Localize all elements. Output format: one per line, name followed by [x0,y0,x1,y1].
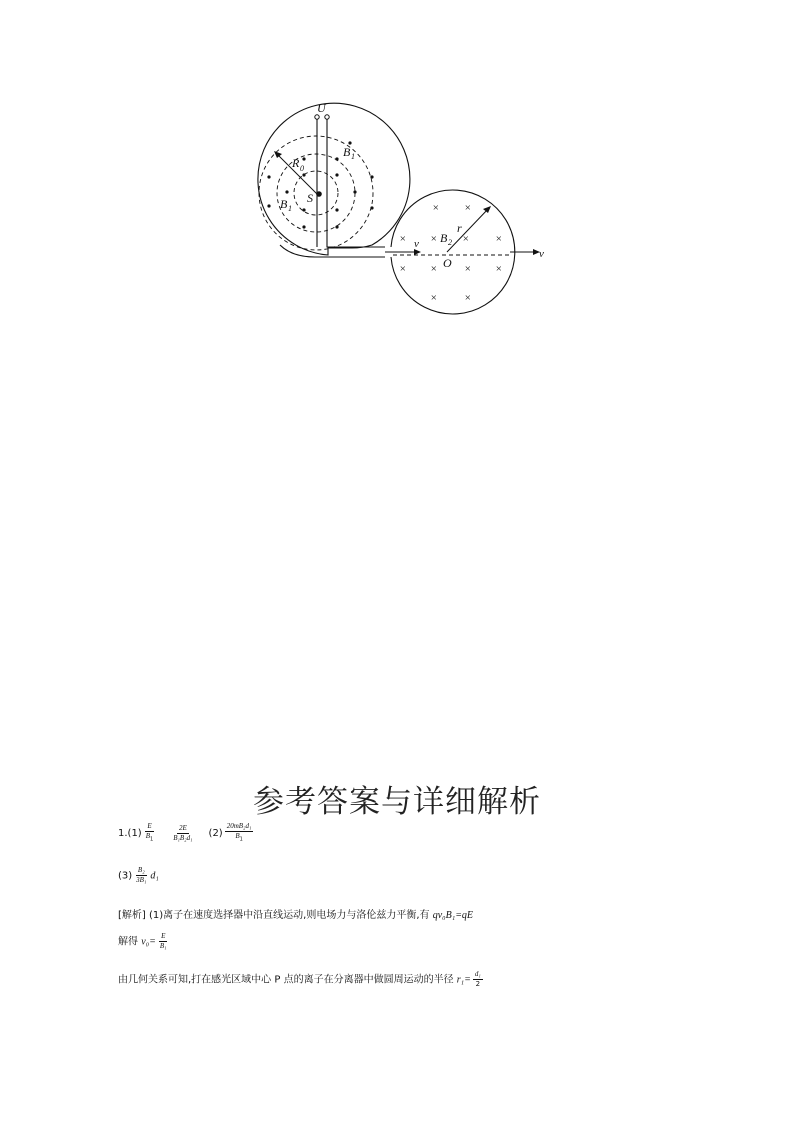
label-b1-left-sub: 1 [288,204,292,213]
answer2-fraction: $\frac{\text{B₂}}{\text{3B₁}}$ [136,866,147,884]
answer2-part3: (3) [118,870,133,882]
analysis2-prefix: 解得 [118,936,142,948]
label-b2: B [440,231,448,245]
answer1-part2: (2) [208,828,223,840]
physics-diagram [240,95,560,325]
label-r: r [457,221,462,235]
label-u: U [317,101,326,115]
svg-text:×: × [462,233,470,245]
svg-text:×: × [495,233,503,245]
radius-r-arrowhead [483,206,491,213]
answer1-prefix: 1.(1) [118,828,142,840]
svg-text:×: × [432,202,440,214]
analysis3-lhs: r₁= [456,974,471,986]
answer1-fraction-1: $\frac{E}{B_1}$ [145,822,154,843]
section-title: 参考答案与详细解析 [253,784,541,820]
answer-line-1 [118,822,255,844]
svg-text:×: × [430,233,438,245]
svg-text:×: × [430,292,438,304]
svg-text:×: × [464,263,472,275]
label-v-mid: v [414,238,419,250]
analysis1-formula: qv₀B₁=qE [432,910,474,921]
analysis-line-3 [118,970,485,989]
analysis3-fraction: $\frac{\text{d₁}}{2}$ [474,970,481,988]
label-r0-sub: 0 [300,164,304,173]
answer-line-2 [118,866,159,885]
radius-r-line [447,208,489,252]
terminal-left [315,115,319,119]
source-s-dot [316,191,322,197]
label-b1-left: B [280,197,288,211]
answer1-fraction-2: $\frac{2E}{\text{B₁B₂d₁}}$ [173,823,193,842]
analysis2-lhs: v₀= [141,936,156,948]
svg-text:×: × [464,292,472,304]
svg-text:×: × [399,233,407,245]
analysis-line-2 [118,932,171,951]
svg-text:×: × [430,263,438,275]
radius-r0-arrowhead [274,151,282,158]
label-b1-top: B [343,145,351,159]
outlet-channel-upper [327,239,385,247]
answer1-fraction-3: $\frac{\text{20mB₂d₁}}{B_1}$ [226,822,252,843]
label-s: S [307,191,313,205]
label-b2-sub: 2 [448,238,452,247]
label-b1-top-sub: 1 [351,152,355,161]
analysis-line-1 [118,906,473,921]
analysis3-text: 由几何关系可知,打在感光区域中心 P 点的离子在分离器中做圆周运动的半径 [118,974,457,986]
svg-text:×: × [464,202,472,214]
svg-text:×: × [399,263,407,275]
left-chamber-outline [258,103,410,255]
terminal-right [325,115,329,119]
answer2-suffix: d₁ [150,870,159,882]
label-r0: R [292,156,300,170]
label-o: O [443,256,452,270]
analysis2-fraction: $\frac{E}{\text{B₁}}$ [159,932,167,950]
label-v-right: v [539,248,544,260]
svg-text:×: × [495,263,503,275]
analysis1-text: [解析] (1)离子在速度选择器中沿直线运动,则电场力与洛伦兹力平衡,有 [118,910,433,921]
